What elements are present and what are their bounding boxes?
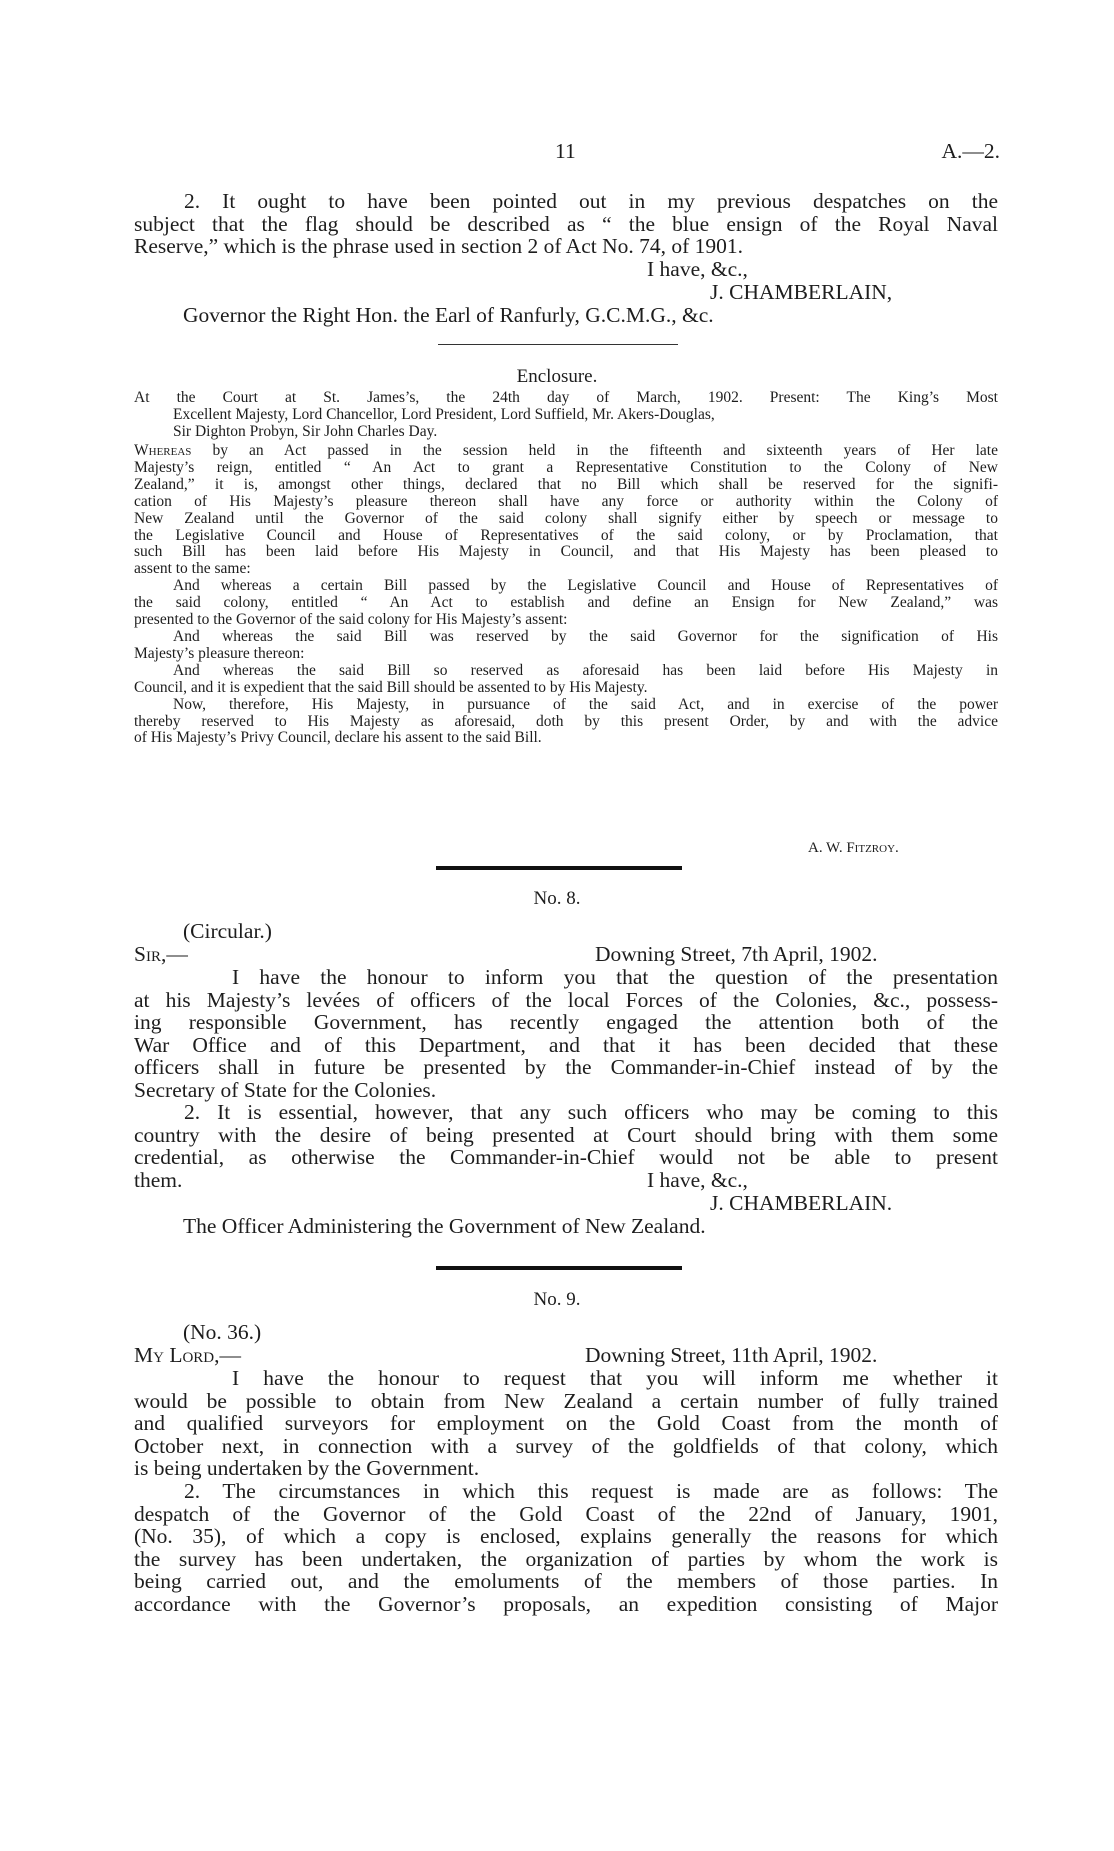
addressee-governor: Governor the Right Hon. the Earl of Ranfurly, G.C.M.G., &c. <box>183 303 714 327</box>
whereas-paragraph: Whereas by an Act passed in the session held in the fifteenth and sixteenth years of Her late Majesty’s reign, entitled “ An Act to grant a Representative Constitution to the Colony of New Zealand,” it is, amongst other things, declared that no Bill which shall be reserved for the signifi- cation of His Majesty’s pleasure thereon shall have any force or authority within the Colony of New Zealand until the Governor of the said colony shall signify either by speech or message to the Legislative Council and House of Representatives of the said colony, or by Proclamation, that such Bill has been laid before His Majesty in Council, and that His Majesty has been pleased to assent to the same: And whereas a certain Bill passed by the Legislative Council and House of Representatives of the said colony, entitled “ An Act to establish and define an Ensign for New Zealand,” was presented to the Governor of the said colony for His Majesty’s assent: And whereas the said Bill was reserved by the said Governor for the signification of His Majesty’s pleasure thereon: And whereas the said Bill so reserved as aforesaid has been laid before His Majesty in Council, and it is expedient that the said Bill should be assented to by His Majesty. Now, therefore, His Majesty, in pursuance of the said Act, and in exercise of the power thereby reserved to His Majesty as aforesaid, doth by this present Order, by and with the advice of His Majesty’s Privy Council, declare his assent to the said Bill. <box>134 442 998 747</box>
no9-paragraph-2: 2. The circumstances in which this request is made are as follows: The despatch of the Governor of the Gold Coast of the 22nd of January, 1901, (No. 35), of which a copy is enclosed, explains generally the reasons for which the survey has been undertaken, the organization of parties by whom the work is being carried out, and the emoluments of the members of those parties. In accordance with the Governor’s proposals, an expedition consisting of Major <box>134 1479 998 1616</box>
previous-despatch-paragraph-2: 2. It ought to have been pointed out in my previous despatches on the subject that the flag should be described as “ the blue ensign of the Royal Naval Reserve,” which is the phrase used in section 2 of Act No. 74, of 1901. <box>134 189 998 258</box>
no8-signature: J. CHAMBERLAIN. <box>710 1191 893 1215</box>
no8-salutation: Sir,— <box>134 942 188 966</box>
signature-fitzroy: A. W. Fitzroy. <box>808 840 899 856</box>
no9-number-ref: (No. 36.) <box>183 1320 262 1344</box>
section-divider <box>438 344 678 345</box>
no8-addressee: The Officer Administering the Government of New Zealand. <box>183 1214 706 1238</box>
enclosure-heading: Enclosure. <box>516 366 598 387</box>
no9-place-date: Downing Street, 11th April, 1902. <box>585 1343 878 1367</box>
closing-i-have: I have, &c., <box>647 257 748 281</box>
signature-chamberlain: J. CHAMBERLAIN, <box>710 280 893 304</box>
page-reference: A.—2. <box>941 139 1000 163</box>
no9-salutation: My Lord,— <box>134 1343 242 1367</box>
no8-paragraph-1: I have the honour to inform you that the question of the presentation at his Majesty’s levées of officers of the local Forces of the Colonies, &c., possess- ing responsible Government, has recently engaged the attention both of the War Office and of this Department, and that it has been decided that these officers shall in future be presented by the Commander-in-Chief instead of by the Secretary of State for the Colonies. <box>134 965 998 1102</box>
no8-place-date: Downing Street, 7th April, 1902. <box>595 942 878 966</box>
section-divider-thick <box>436 866 682 870</box>
page-number: 11 <box>555 139 576 163</box>
no8-circular-label: (Circular.) <box>183 919 272 943</box>
no9-heading: No. 9. <box>533 1289 581 1310</box>
no8-heading: No. 8. <box>533 888 581 909</box>
no8-closing: I have, &c., <box>647 1168 748 1192</box>
no9-paragraph-1: I have the honour to request that you will inform me whether it would be possible to obtain from New Zealand a certain number of fully trained and qualified surveyors for employment on the Gold Coast from the month of October next, in connection with a survey of the goldfields of that colony, which is being undertaken by the Government. <box>134 1366 998 1480</box>
no8-paragraph-2: 2. It is essential, however, that any such officers who may be coming to this country with the desire of being presented at Court should bring with them some credential, as otherwise the Commander-in-Chief would not be able to present them. <box>134 1100 998 1192</box>
section-divider-thick <box>436 1266 682 1270</box>
court-preamble: At the Court at St. James’s, the 24th day of March, 1902. Present: The King’s Most Excellent Majesty, Lord Chancellor, Lord President, Lord Suffield, Mr. Akers-Douglas, Sir Dighton Probyn, Sir John Charles Day. <box>134 389 998 440</box>
